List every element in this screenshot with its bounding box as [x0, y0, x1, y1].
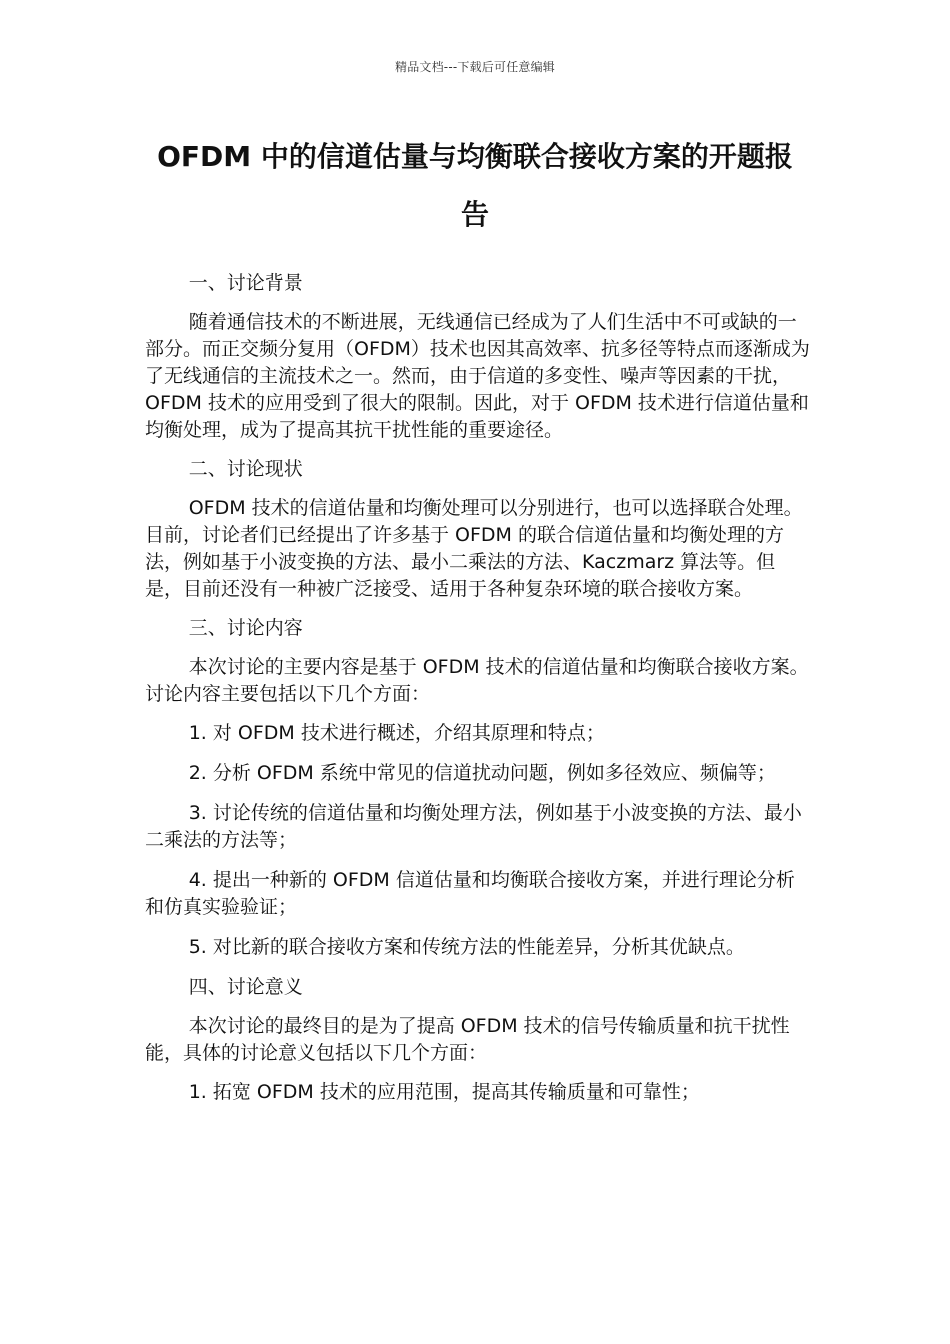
- document-title: OFDM 中的信道估量与均衡联合接收方案的开题报告: [157, 140, 793, 231]
- section-heading-background: 一、讨论背景: [188, 272, 303, 294]
- list-item: 1. 拓宽 OFDM 技术的应用范围，提高其传输质量和可靠性；: [188, 1081, 700, 1103]
- list-item: 5. 对比新的联合接收方案和传统方法的性能差异，分析其优缺点。: [188, 936, 745, 958]
- section-heading-significance: 四、讨论意义: [188, 976, 303, 998]
- list-item: 1. 对 OFDM 技术进行概述，介绍其原理和特点；: [188, 722, 605, 744]
- paragraph-content: 本次讨论的主要内容是基于 OFDM 技术的信道估量和均衡联合接收方案。讨论内容主要包括以下几个方面：: [145, 656, 809, 705]
- list-item: 3. 讨论传统的信道估量和均衡处理方法，例如基于小波变换的方法、最小二乘法的方法等；: [145, 802, 802, 851]
- list-item: 2. 分析 OFDM 系统中常见的信道扰动问题，例如多径效应、频偏等；: [188, 762, 776, 784]
- paragraph-background: 随着通信技术的不断进展，无线通信已经成为了人们生活中不可或缺的一部分。而正交频分复用（OFDM）技术也因其高效率、抗多径等特点而逐渐成为了无线通信的主流技术之一。然而，由于信道的多变性、噪声等因素的干扰，OFDM 技术的应用受到了很大的限制。因此，对于 OFDM 技术进行信道估量和均衡处理，成为了提高其抗干扰性能的重要途径。: [145, 311, 810, 441]
- paragraph-status: OFDM 技术的信道估量和均衡处理可以分别进行，也可以选择联合处理。目前，讨论者们已经提出了许多基于 OFDM 的联合信道估量和均衡处理的方法，例如基于小波变换的方法、最小二乘法的方法、Kaczmarz 算法等。但是，目前还没有一种被广泛接受、适用于各种复杂环境的联合接收方案。: [145, 497, 803, 600]
- section-heading-content: 三、讨论内容: [188, 617, 303, 639]
- section-heading-status: 二、讨论现状: [188, 458, 303, 480]
- header-note: 精品文档---下载后可任意编辑: [395, 60, 555, 74]
- paragraph-significance: 本次讨论的最终目的是为了提高 OFDM 技术的信号传输质量和抗干扰性能，具体的讨论意义包括以下几个方面：: [145, 1015, 790, 1064]
- document-body: [145, 270, 810, 1119]
- list-item: 4. 提出一种新的 OFDM 信道估量和均衡联合接收方案，并进行理论分析和仿真实验验证；: [145, 869, 795, 918]
